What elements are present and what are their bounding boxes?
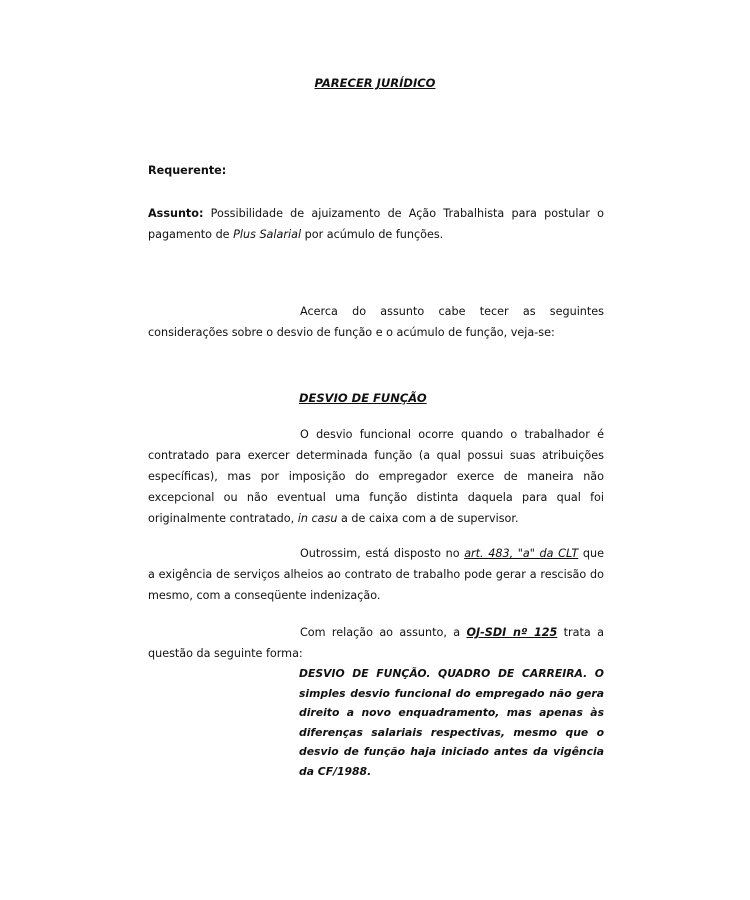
- para2-text-2: que a exigência de serviços alheios ao contrato de trabalho pode gerar a rescisão do mesmo, com a conseqüente indenização.: [148, 547, 604, 602]
- assunto-label: Assunto:: [148, 207, 204, 220]
- assunto-text-2: por acúmulo de funções.: [301, 228, 444, 241]
- section-heading: DESVIO DE FUNÇÃO: [299, 391, 427, 405]
- clt-reference-link[interactable]: art. 483, "a" da CLT: [464, 547, 579, 560]
- assunto-text-1: Possibilidade de ajuizamento de Ação Trabalhista para postular o pagamento de: [148, 207, 604, 241]
- assunto-paragraph: [148, 203, 604, 245]
- assunto-emph: Plus Salarial: [233, 228, 302, 241]
- para1-text: O desvio funcional ocorre quando o trabalhador é contratado para exercer determinada função (a qual possui suas atribuições específicas), mas por imposição do empregador exerce de maneira não excepcional ou não eventual uma função distinta daquela para qual foi originalmente contratado,: [148, 428, 604, 525]
- para3-text-2: trata a questão da seguinte forma:: [148, 626, 604, 660]
- requerente-label: Requerente:: [148, 164, 227, 177]
- paragraph-clt: [148, 543, 604, 606]
- para1-text-end: a de caixa com a de supervisor.: [337, 512, 519, 525]
- paragraph-desvio-funcional: [148, 424, 604, 529]
- requerente-line: [148, 160, 604, 181]
- oj-sdi-reference-link[interactable]: OJ-SDI nº 125: [466, 626, 558, 639]
- para1-emph: in casu: [297, 512, 338, 525]
- paragraph-oj-sdi: [148, 622, 604, 664]
- para2-text-1: Outrossim, está disposto no: [300, 547, 465, 560]
- para3-text-1: Com relação ao assunto, a: [300, 626, 467, 639]
- document-title: PARECER JURÍDICO: [314, 76, 436, 90]
- jurisprudence-quote: DESVIO DE FUNÇÃO. QUADRO DE CARREIRA. O simples desvio funcional do empregado não gera direito a novo enquadramento, mas apenas às diferenças salariais respectivas, mesmo que o desvio de função haja iniciado antes da vigência da CF/1988.: [299, 667, 604, 778]
- intro-paragraph: Acerca do assunto cabe tecer as seguintes considerações sobre o desvio de função e o acúmulo de função, veja-se:: [148, 305, 604, 339]
